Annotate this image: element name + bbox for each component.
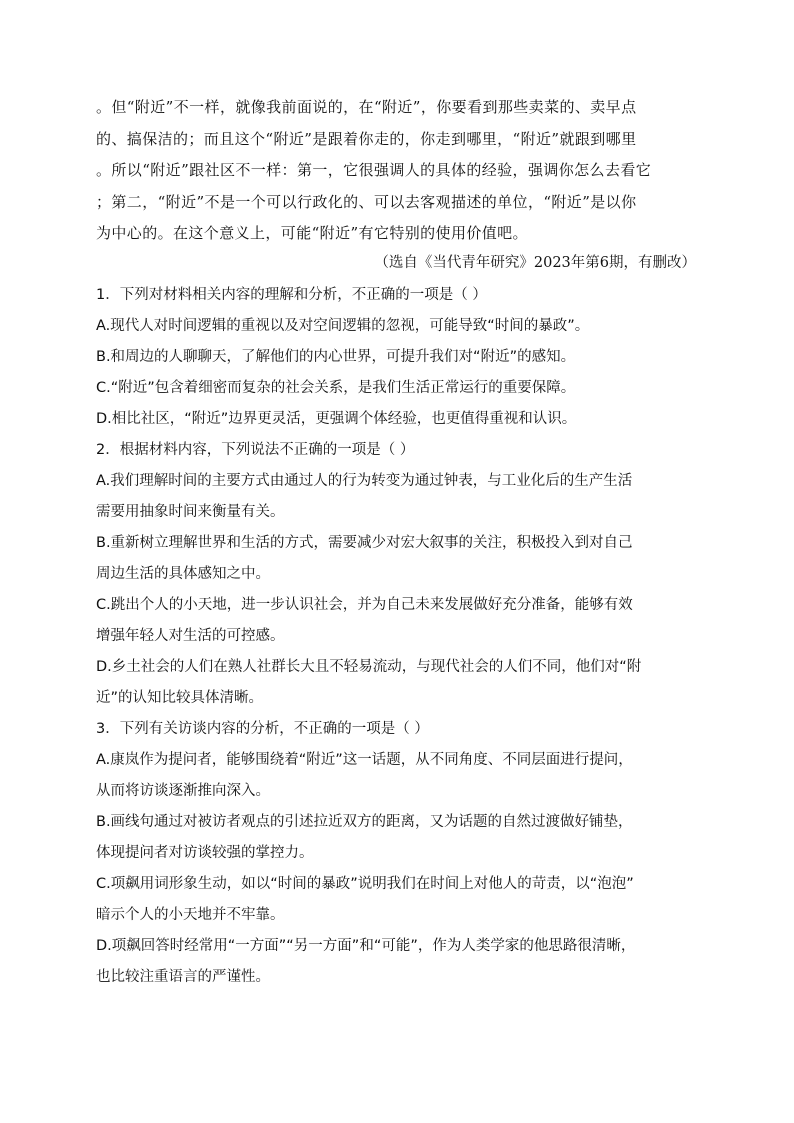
option-d: D.相比社区，“附近”边界更灵活，更强调个体经验，也更值得重视和认识。 [96, 411, 577, 427]
option-d: D.项飙回答时经常用“一方面”“另一方面”和“可能”，作为人类学家的他思路很清晰， [96, 938, 636, 954]
passage-line: 。但“附近”不一样，就像我前面说的，在“附近”，你要看到那些卖菜的、卖早点 [96, 98, 637, 116]
question-2 [96, 435, 706, 714]
option-b: B.和周边的人聊聊天，了解他们的内心世界，可提升我们对“附近”的感知。 [96, 349, 576, 365]
option-c: C.项飙用词形象生动，如以“时间的暴政”说明我们在时间上对他人的苛责，以“泡泡” [96, 876, 634, 892]
passage-line: ；第二，“附近”不是一个可以行政化的、可以去客观描述的单位，“附近”是以你 [96, 192, 637, 211]
passage-source: （选自《当代青年研究》2023年第6期，有删改） [374, 255, 696, 271]
option-d-cont: 也比较注重语言的严谨性。 [96, 969, 270, 985]
option-d: D.乡土社会的人们在熟人社群长大且不轻易流动，与现代社会的人们不同，他们对“附 [96, 659, 642, 675]
option-b-cont: 体现提问者对访谈较强的掌控力。 [96, 845, 314, 861]
option-c: C.“附近”包含着细密而复杂的社会关系，是我们生活正常运行的重要保障。 [96, 380, 576, 396]
option-b-cont: 周边生活的具体感知之中。 [96, 566, 270, 582]
passage-line: 为中心的。在这个意义上，可能“附近”有它特别的使用价值吧。 [96, 224, 528, 242]
option-a-cont: 需要用抽象时间来衡量有关。 [96, 504, 285, 520]
question-1 [96, 280, 706, 435]
option-a: A.我们理解时间的主要方式由通过人的行为转变为通过钟表，与工业化后的生产生活 [96, 473, 633, 489]
option-a-cont: 从而将访谈逐渐推向深入。 [96, 783, 270, 799]
option-d-cont: 近”的认知比较具体清晰。 [96, 690, 264, 706]
question-stem: 1．下列对材料相关内容的理解和分析，不正确的一项是（ ） [96, 287, 487, 303]
option-c-cont: 暗示个人的小天地并不牢靠。 [96, 907, 285, 923]
question-stem: 2．根据材料内容，下列说法不正确的一项是（ ） [96, 442, 415, 458]
question-stem: 3．下列有关访谈内容的分析，不正确的一项是（ ） [96, 721, 429, 737]
option-c: C.跳出个人的小天地，进一步认识社会，并为自己未来发展做好充分准备，能够有效 [96, 597, 633, 613]
option-b: B.画线句通过对被访者观点的引述拉近双方的距离，又为话题的自然过渡做好铺垫， [96, 814, 633, 830]
passage-line: 。所以“附近”跟社区不一样：第一，它很强调人的具体的经验，强调你怎么去看它 [96, 161, 652, 179]
question-3 [96, 714, 706, 993]
question-list [96, 280, 706, 993]
option-a: A.现代人对时间逻辑的重视以及对空间逻辑的忽视，可能导致“时间的暴政”。 [96, 318, 590, 334]
passage-text [96, 92, 696, 250]
option-a: A.康岚作为提问者，能够围绕着“附近”这一话题，从不同角度、不同层面进行提问， [96, 752, 633, 768]
passage-line: 的、搞保洁的；而且这个“附近”是跟着你走的，你走到哪里，“附近”就跟到哪里 [96, 129, 637, 148]
option-c-cont: 增强年轻人对生活的可控感。 [96, 628, 285, 644]
option-b: B.重新树立理解世界和生活的方式，需要减少对宏大叙事的关注，积极投入到对自己 [96, 535, 633, 551]
